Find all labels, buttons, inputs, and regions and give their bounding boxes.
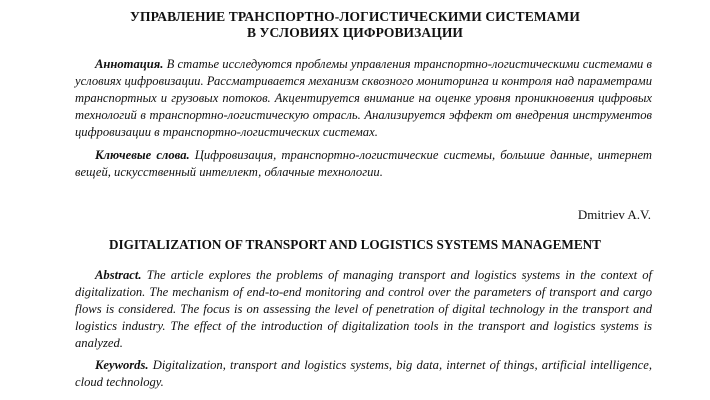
english-title: DIGITALIZATION OF TRANSPORT AND LOGISTICS SYSTEMS MANAGEMENT (109, 237, 601, 252)
russian-title-line-1: УПРАВЛЕНИЕ ТРАНСПОРТНО-ЛОГИСТИЧЕСКИМИ СИСТЕМАМИ (130, 9, 580, 24)
english-abstract (75, 267, 652, 352)
russian-title (0, 9, 710, 41)
russian-abstract-text: В статье исследуются проблемы управления транспортно-логистическими системами в условиях цифровизации. Рассматривается механизм сквозного мониторинга и контроля над параметрами транспортных и грузовых потоков. Акцентируется внимание на оценке уровня проникновения цифровых технологий в транспортно-логистическую отрасль. Анализируется эффект от внедрения инструментов цифровизации в транспортно-логистических системах. (75, 57, 652, 139)
author-name: Dmitriev A.V. (577, 207, 651, 222)
english-keywords-text: Digitalization, transport and logistics systems, big data, internet of things, artificial intelligence, cloud technology. (75, 358, 652, 389)
russian-title-line-2: В УСЛОВИЯХ ЦИФРОВИЗАЦИИ (246, 25, 464, 40)
english-keywords-label: Keywords. (95, 358, 149, 372)
russian-keywords (75, 147, 652, 181)
russian-keywords-label: Ключевые слова. (95, 148, 190, 162)
english-abstract-label: Abstract. (95, 268, 142, 282)
russian-abstract-label: Аннотация. (95, 57, 164, 71)
english-abstract-text: The article explores the problems of managing transport and logistics systems in the context of digitalization. The mechanism of end-to-end monitoring and control over the parameters of transport and cargo flows is considered. The focus is on assessing the level of penetration of digital technology in the transport and logistics industry. The effect of the introduction of digitalization tools in the transport and logistics systems is analyzed. (75, 268, 652, 350)
english-keywords (75, 357, 652, 391)
russian-keywords-text: Цифровизация, транспортно-логистические системы, большие данные, интернет вещей, искусственный интеллект, облачные технологии. (75, 148, 653, 179)
russian-abstract (75, 56, 652, 141)
